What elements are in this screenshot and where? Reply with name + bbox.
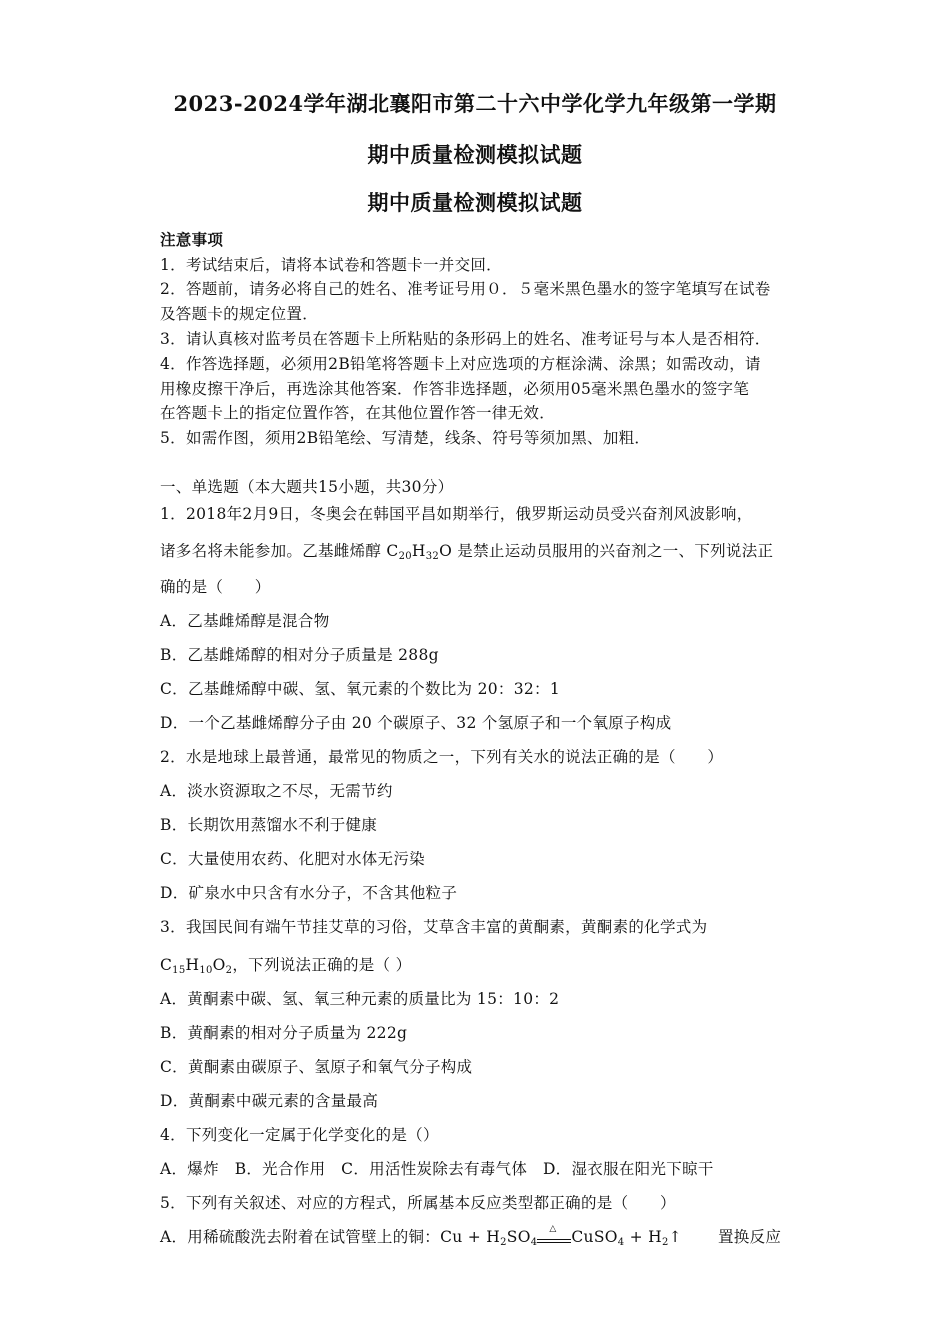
q3-stem-line2: $C_{15}H_{10}O_2$，下列说法正确的是（ ） <box>160 956 412 976</box>
q1-stem-line3: 确的是（ ） <box>160 578 271 596</box>
q2-option-a: A．淡水资源取之不尽，无需节约 <box>160 782 393 800</box>
q2-stem: 2．水是地球上最普通，最常见的物质之一，下列有关水的说法正确的是（ ） <box>160 748 724 766</box>
q2-option-b: B．长期饮用蒸馏水不利于健康 <box>160 816 378 834</box>
notice-line-5: 4．作答选择题，必须用2B铅笔将答题卡上对应选项的方框涂满、涂黑；如需改动，请 <box>160 355 761 373</box>
q5-option-a: A．用稀硫酸洗去附着在试管壁上的铜：$Cu + H_2SO_4$ △ CuSO$_4$ + $H_2↑$ 置换反应 <box>160 1224 782 1248</box>
exam-title-line2: 期中质量检测模拟试题 <box>367 142 583 167</box>
notice-line-6: 用橡皮擦干净后，再选涂其他答案．作答非选择题，必须用05毫米黑色墨水的签字笔 <box>160 380 750 398</box>
q1-stem-line2: 诸多名将未能参加。乙基雌烯醇 $C_{20}H_{32}O$ 是禁止运动员服用的兴奋剂之一、下列说法正 <box>160 542 774 562</box>
q3-option-a: A．黄酮素中碳、氢、氧三种元素的质量比为 15：10：2 <box>160 990 560 1008</box>
q4-options: A．爆炸 B．光合作用 C．用活性炭除去有毒气体 D．湿衣服在阳光下晾干 <box>160 1160 714 1178</box>
notice-line-4: 3．请认真核对监考员在答题卡上所粘贴的条形码上的姓名、准考证号与本人是否相符． <box>160 330 771 348</box>
notice-heading: 注意事项 <box>160 230 224 249</box>
notice-line-3: 及答题卡的规定位置． <box>160 305 319 323</box>
q1-option-a: A．乙基雌烯醇是混合物 <box>160 612 330 630</box>
notice-line-8: 5．如需作图，须用2B铅笔绘、写清楚，线条、符号等须加黑、加粗． <box>160 429 651 447</box>
notice-line-2: 2．答题前，请务必将自己的姓名、准考证号用０．５毫米黑色墨水的签字笔填写在试卷 <box>160 280 771 298</box>
exam-title-line1: 2023-2024学年湖北襄阳市第二十六中学化学九年级第一学期 <box>173 91 777 116</box>
equals-heat-sign: △ <box>537 1231 571 1245</box>
q1-option-d: D．一个乙基雌烯醇分子由 20 个碳原子、32 个氢原子和一个氧原子构成 <box>160 714 672 732</box>
exam-title-line3: 期中质量检测模拟试题 <box>367 190 583 215</box>
notice-line-7: 在答题卡上的指定位置作答，在其他位置作答一律无效． <box>160 404 556 422</box>
q3-option-d: D．黄酮素中碳元素的含量最高 <box>160 1092 379 1110</box>
q3-stem-line1: 3．我国民间有端午节挂艾草的习俗，艾草含丰富的黄酮素，黄酮素的化学式为 <box>160 918 708 936</box>
q3-option-c: C．黄酮素由碳原子、氢原子和氧气分子构成 <box>160 1058 473 1076</box>
q5-stem: 5．下列有关叙述、对应的方程式，所属基本反应类型都正确的是（ ） <box>160 1194 676 1212</box>
q1-option-c: C．乙基雌烯醇中碳、氢、氧元素的个数比为 20：32：1 <box>160 680 560 698</box>
gas-up-arrow-icon: ↑ <box>668 1228 682 1246</box>
section-heading: 一、单选题（本大题共15小题，共30分） <box>160 478 454 496</box>
notice-line-1: 1．考试结束后，请将本试卷和答题卡一并交回． <box>160 256 502 274</box>
q3-option-b: B．黄酮素的相对分子质量为 222g <box>160 1024 408 1042</box>
q1-stem-line1: 1．2018年2月9日，冬奥会在韩国平昌如期举行，俄罗斯运动员受兴奋剂风波影响， <box>160 505 753 523</box>
q2-option-d: D．矿泉水中只含有水分子，不含其他粒子 <box>160 884 458 902</box>
q1-option-b: B．乙基雌烯醇的相对分子质量是 288g <box>160 646 439 664</box>
q2-option-c: C．大量使用农药、化肥对水体无污染 <box>160 850 425 868</box>
q4-stem: 4．下列变化一定属于化学变化的是（） <box>160 1126 439 1144</box>
